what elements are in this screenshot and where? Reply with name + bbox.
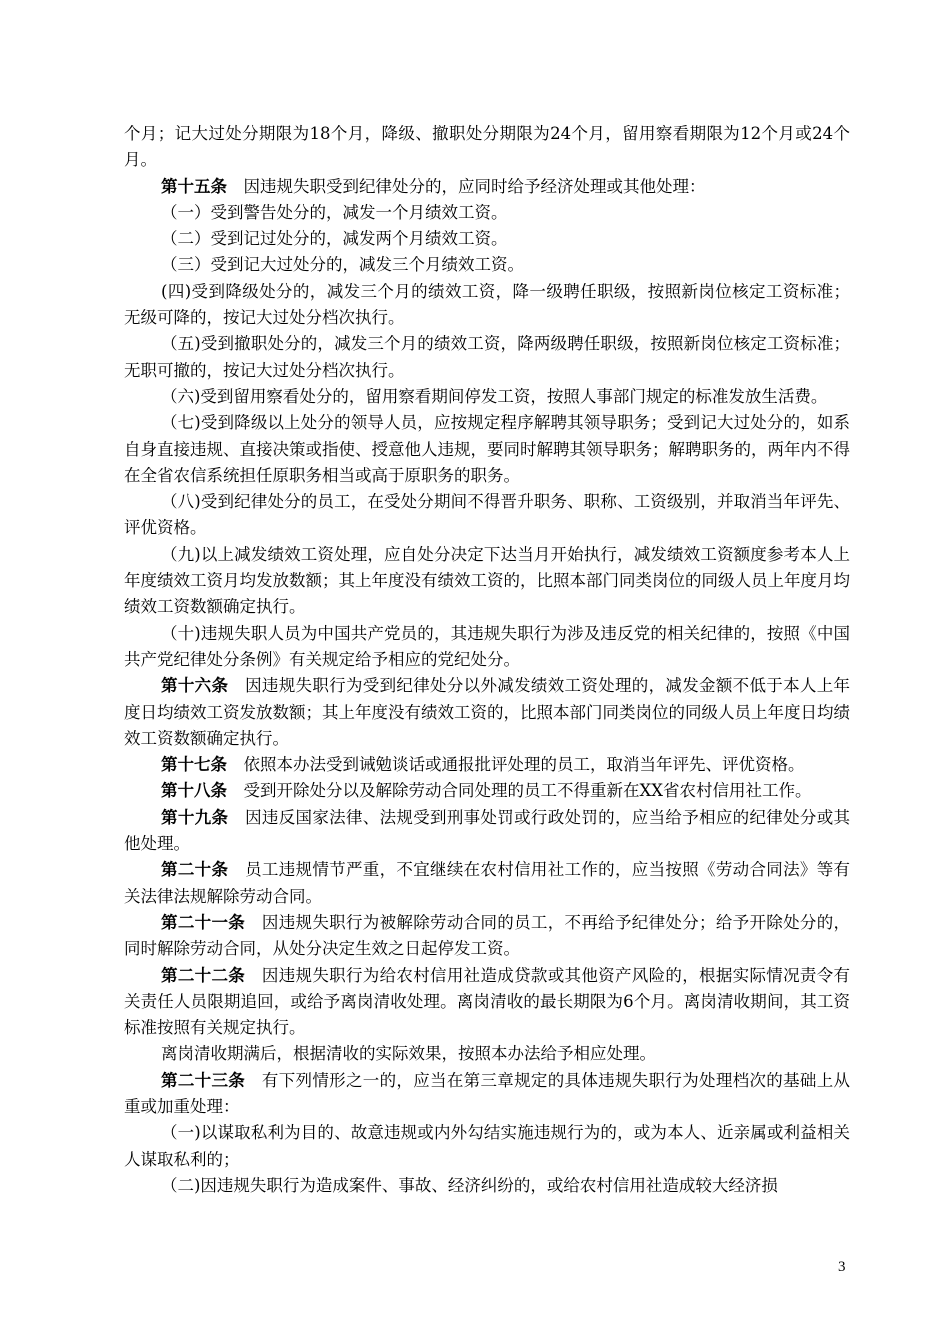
paragraph <box>124 226 850 252</box>
paragraph <box>124 752 850 778</box>
paragraph-text: （一)以谋取私利为目的、故意违规或内外勾结实施违规行为的，或为本人、近亲属或利益相关人谋取私利的； <box>124 1123 850 1169</box>
paragraph <box>124 279 850 332</box>
paragraph <box>124 1120 850 1173</box>
paragraph <box>124 910 850 963</box>
paragraph <box>124 252 850 278</box>
paragraph-text: 因违规失职行为给农村信用社造成贷款或其他资产风险的，根据实际情况责令有关责任人员限期追回，或给予离岗清收处理。离岗清收的最长期限为6个月。离岗清收期间，其工资标准按照有关规定执行。 <box>124 965 850 1038</box>
paragraph-text: 离岗清收期满后，根据清收的实际效果，按照本办法给予相应处理。 <box>161 1044 656 1064</box>
paragraph <box>124 121 850 174</box>
paragraph <box>124 542 850 621</box>
paragraph <box>124 778 850 804</box>
article-number: 第二十一条 <box>161 912 246 932</box>
page-number: 3 <box>838 1259 846 1275</box>
paragraph-text: 个月；记大过处分期限为18个月，降级、撤职处分期限为24个月，留用察看期限为12个月或24个月。 <box>124 124 850 170</box>
paragraph-text: （九)以上减发绩效工资处理，应自处分决定下达当月开始执行，减发绩效工资额度参考本人上年度绩效工资月均发放数额；其上年度没有绩效工资的，比照本部门同类岗位的同级人员上年度月均绩效工资数额确定执行。 <box>124 544 850 617</box>
paragraph <box>124 805 850 858</box>
paragraph <box>124 673 850 752</box>
paragraph <box>124 1173 850 1199</box>
paragraph-text: （三）受到记大过处分的，减发三个月绩效工资。 <box>161 255 524 275</box>
article-number: 第二十二条 <box>161 965 246 985</box>
paragraph <box>124 621 850 674</box>
paragraph-text: （二)因违规失职行为造成案件、事故、经济纠纷的，或给农村信用社造成较大经济损 <box>161 1175 778 1195</box>
paragraph-text: 员工违规情节严重，不宜继续在农村信用社工作的，应当按照《劳动合同法》等有关法律法规解除劳动合同。 <box>124 860 850 906</box>
paragraph-text: （五)受到撤职处分的，减发三个月的绩效工资，降两级聘任职级，按照新岗位核定工资标准；无职可撤的，按记大过处分档次执行。 <box>124 334 850 380</box>
document-body <box>124 121 850 1199</box>
article-number: 第二十三条 <box>161 1070 246 1090</box>
paragraph-text: 因违反国家法律、法规受到刑事处罚或行政处罚的，应当给予相应的纪律处分或其他处理。 <box>124 807 850 854</box>
paragraph-text: 因违规失职受到纪律处分的，应同时给予经济处理或其他处理： <box>227 176 706 196</box>
article-number: 第二十条 <box>161 860 229 880</box>
paragraph <box>124 410 850 489</box>
paragraph-text: （二）受到记过处分的，减发两个月绩效工资。 <box>161 229 508 249</box>
article-number: 第十六条 <box>161 676 229 696</box>
paragraph <box>124 963 850 1042</box>
paragraph <box>124 857 850 910</box>
article-number: 第十七条 <box>161 755 227 775</box>
article-number: 第十八条 <box>161 781 227 801</box>
paragraph-text: 因违规失职行为被解除劳动合同的员工，不再给予纪律处分；给予开除处分的，同时解除劳动合同，从处分决定生效之日起停发工资。 <box>124 912 850 959</box>
paragraph-text: （十)违规失职人员为中国共产党员的，其违规失职行为涉及违反党的相关纪律的，按照《中国共产党纪律处分条例》有关规定给予相应的党纪处分。 <box>124 623 850 669</box>
paragraph-text: （六)受到留用察看处分的，留用察看期间停发工资，按照人事部门规定的标准发放生活费。 <box>161 386 828 406</box>
paragraph-text: （一）受到警告处分的，减发一个月绩效工资。 <box>161 202 508 222</box>
paragraph <box>124 489 850 542</box>
paragraph <box>124 1068 850 1121</box>
paragraph-text: 依照本办法受到诫勉谈话或通报批评处理的员工，取消当年评先、评优资格。 <box>227 755 805 775</box>
paragraph <box>124 384 850 410</box>
paragraph <box>124 174 850 200</box>
paragraph <box>124 1041 850 1067</box>
paragraph-text: （八)受到纪律处分的员工，在受处分期间不得晋升职务、职称、工资级别，并取消当年评先、评优资格。 <box>124 492 850 538</box>
paragraph-text: （七)受到降级以上处分的领导人员，应按规定程序解聘其领导职务；受到记大过处分的，如系自身直接违规、直接决策或指使、授意他人违规，要同时解聘其领导职务；解聘职务的，两年内不得在全省农信系统担任原职务相当或高于原职务的职务。 <box>124 413 850 485</box>
paragraph-text: 受到开除处分以及解除劳动合同处理的员工不得重新在XX省农村信用社工作。 <box>227 781 812 801</box>
paragraph-text: (四)受到降级处分的，减发三个月的绩效工资，降一级聘任职级，按照新岗位核定工资标准；无级可降的，按记大过处分档次执行。 <box>124 281 850 328</box>
paragraph-text: 有下列情形之一的，应当在第三章规定的具体违规失职行为处理档次的基础上从重或加重处理： <box>124 1070 850 1116</box>
paragraph <box>124 200 850 226</box>
article-number: 第十五条 <box>161 176 227 196</box>
paragraph <box>124 331 850 384</box>
paragraph-text: 因违规失职行为受到纪律处分以外减发绩效工资处理的，减发金额不低于本人上年度日均绩效工资发放数额；其上年度没有绩效工资的，比照本部门同类岗位的同级人员上年度日均绩效工资数额确定执行。 <box>124 676 850 748</box>
article-number: 第十九条 <box>161 807 229 827</box>
